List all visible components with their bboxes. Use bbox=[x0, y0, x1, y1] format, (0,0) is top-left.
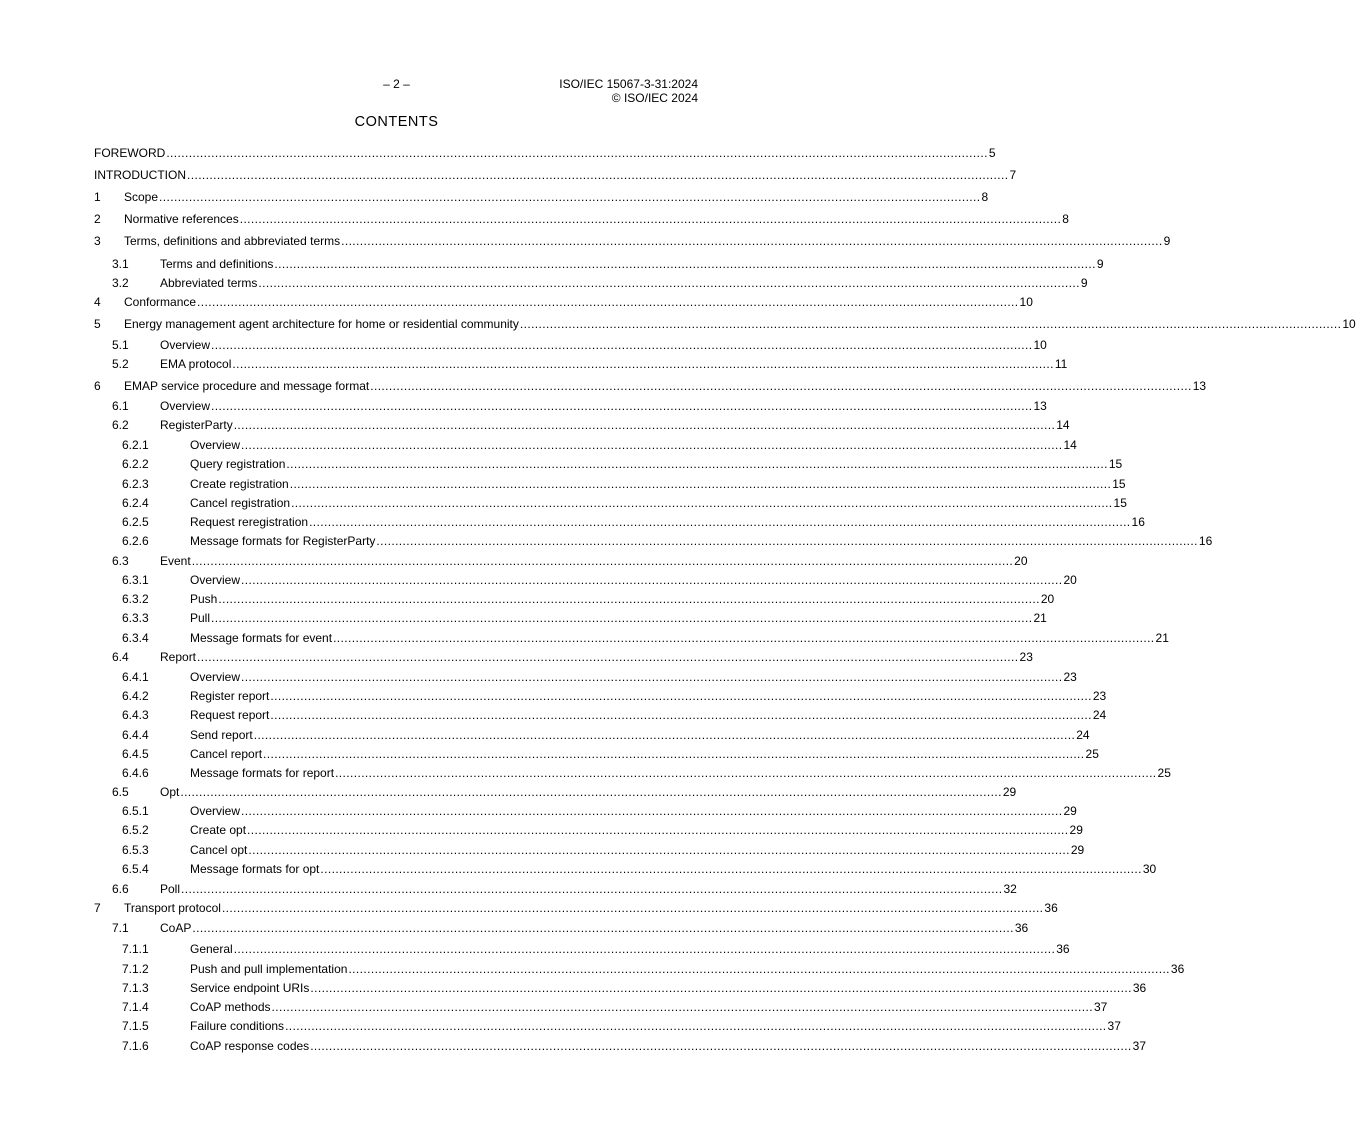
toc-entry-number: 6.4.1 bbox=[122, 670, 149, 684]
toc-entry-number: 6.5.1 bbox=[122, 804, 149, 818]
page-number: – 2 – bbox=[383, 77, 410, 91]
toc-entry-page: 9 bbox=[1080, 276, 1088, 290]
dot-leader: ............................................................................................................................................................................................................................ bbox=[166, 146, 988, 160]
toc-entry-page: 24 bbox=[1076, 728, 1090, 742]
dot-leader: ............................................................................................................................................................................................................................ bbox=[274, 257, 1096, 271]
toc-entry-title: Terms, definitions and abbreviated terms bbox=[124, 234, 341, 248]
dot-leader: ............................................................................................................................................................................................................................ bbox=[192, 921, 1014, 935]
toc-entry-page: 8 bbox=[1062, 212, 1069, 226]
toc-entry-title: Normative references bbox=[124, 212, 239, 226]
toc-entry-title: Overview bbox=[190, 573, 241, 587]
toc-entry-title: Abbreviated terms bbox=[160, 276, 258, 290]
toc-entry[interactable] bbox=[94, 591, 1055, 607]
toc-entry-page: 36 bbox=[1056, 942, 1070, 956]
toc-entry-page: 29 bbox=[1069, 823, 1083, 837]
toc-entry-page: 36 bbox=[1044, 901, 1058, 915]
dot-leader: ............................................................................................................................................................................................................................ bbox=[519, 317, 1342, 331]
contents-heading: CONTENTS bbox=[354, 114, 439, 130]
toc-entry-number: 7.1.6 bbox=[122, 1039, 149, 1053]
toc-entry-title: Service endpoint URIs bbox=[190, 981, 310, 995]
toc-entry[interactable] bbox=[94, 456, 1123, 472]
toc-entry-number: 6.4.2 bbox=[122, 689, 149, 703]
dot-leader: ............................................................................................................................................................................................................................ bbox=[335, 766, 1157, 780]
dot-leader: ............................................................................................................................................................................................................................ bbox=[376, 534, 1198, 548]
toc-entry-page: 25 bbox=[1085, 747, 1099, 761]
dot-leader: ............................................................................................................................................................................................................................ bbox=[211, 611, 1033, 625]
toc-entry-page: 32 bbox=[1003, 882, 1017, 896]
toc-entry-page: 29 bbox=[1002, 785, 1017, 799]
toc-entry-page: 14 bbox=[1056, 418, 1070, 432]
dot-leader: ............................................................................................................................................................................................................................ bbox=[310, 981, 1132, 995]
dot-leader: ............................................................................................................................................................................................................................ bbox=[247, 823, 1069, 837]
toc-entry-title: Push bbox=[190, 592, 218, 606]
toc-entry-number: 6.3.4 bbox=[122, 631, 149, 645]
toc-entry-page: 8 bbox=[981, 190, 989, 204]
dot-leader: ............................................................................................................................................................................................................................ bbox=[211, 338, 1033, 352]
toc-entry-title: Create opt bbox=[190, 823, 247, 837]
toc-entry[interactable] bbox=[94, 256, 1104, 272]
toc-entry[interactable] bbox=[94, 356, 1068, 372]
toc-entry-page: 15 bbox=[1112, 477, 1126, 491]
toc-entry[interactable] bbox=[94, 961, 1185, 977]
toc-entry-page: 24 bbox=[1092, 708, 1107, 722]
toc-entry[interactable] bbox=[94, 688, 1107, 704]
toc-entry-page: 10 bbox=[1033, 338, 1047, 352]
toc-entry[interactable] bbox=[94, 572, 1077, 588]
toc-entry-number: 7.1.1 bbox=[122, 942, 149, 956]
toc-entry-page: 23 bbox=[1063, 670, 1077, 684]
toc-entry-title: Send report bbox=[190, 728, 253, 742]
standard-designation: ISO/IEC 15067-3-31:2024 bbox=[559, 77, 698, 91]
dot-leader: ............................................................................................................................................................................................................................ bbox=[270, 708, 1092, 722]
toc-entry[interactable] bbox=[94, 189, 989, 205]
toc-entry-number: 3 bbox=[94, 234, 101, 248]
toc-entry-number: 5.2 bbox=[112, 357, 129, 371]
toc-entry-number: 6.2 bbox=[112, 418, 129, 432]
toc-entry[interactable] bbox=[94, 167, 1017, 183]
dot-leader: ............................................................................................................................................................................................................................ bbox=[333, 631, 1155, 645]
toc-entry-page: 11 bbox=[1054, 357, 1068, 371]
toc-entry-number: 7.1.3 bbox=[122, 981, 149, 995]
toc-entry-page: 21 bbox=[1033, 611, 1047, 625]
toc-entry-page: 23 bbox=[1019, 650, 1033, 664]
toc-entry[interactable] bbox=[94, 294, 1033, 310]
toc-entry-number: 6.5.2 bbox=[122, 823, 149, 837]
toc-entry-number: 4 bbox=[94, 295, 101, 309]
toc-entry-number: 6.2.5 bbox=[122, 515, 149, 529]
toc-entry-page: 5 bbox=[988, 146, 996, 160]
toc-entry[interactable] bbox=[94, 727, 1090, 743]
dot-leader: ............................................................................................................................................................................................................................ bbox=[159, 190, 981, 204]
toc-entry[interactable] bbox=[94, 861, 1157, 877]
toc-entry-title: Pull bbox=[190, 611, 211, 625]
toc-entry-title: Create registration bbox=[190, 477, 289, 491]
toc-entry-title: Message formats for event bbox=[190, 631, 333, 645]
toc-entry-number: 6.3.1 bbox=[122, 573, 149, 587]
toc-entry[interactable] bbox=[94, 610, 1047, 626]
toc-entry-title: Cancel opt bbox=[190, 843, 248, 857]
toc-entry-title: Query registration bbox=[190, 457, 286, 471]
toc-entry[interactable] bbox=[94, 495, 1127, 511]
toc-entry-number: 7 bbox=[94, 901, 101, 915]
toc-entry-page: 16 bbox=[1131, 515, 1145, 529]
toc-entry-page: 36 bbox=[1170, 962, 1185, 976]
toc-entry-number: 6.3.2 bbox=[122, 592, 149, 606]
toc-entry[interactable] bbox=[94, 649, 1033, 665]
toc-entry-title: Request reregistration bbox=[190, 515, 309, 529]
dot-leader: ............................................................................................................................................................................................................................ bbox=[271, 1000, 1093, 1014]
dot-leader: ............................................................................................................................................................................................................................ bbox=[263, 747, 1085, 761]
dot-leader: ............................................................................................................................................................................................................................ bbox=[232, 357, 1054, 371]
dot-leader: ............................................................................................................................................................................................................................ bbox=[309, 515, 1131, 529]
toc-entry-number: 6.2.4 bbox=[122, 496, 149, 510]
toc-entry-page: 20 bbox=[1063, 573, 1077, 587]
toc-entry-number: 6.3 bbox=[112, 554, 129, 568]
dot-leader: ............................................................................................................................................................................................................................ bbox=[187, 168, 1009, 182]
toc-entry[interactable] bbox=[94, 533, 1213, 549]
dot-leader: ............................................................................................................................................................................................................................ bbox=[241, 804, 1063, 818]
toc-entry[interactable] bbox=[94, 1018, 1121, 1034]
toc-entry-number: 3.2 bbox=[112, 276, 129, 290]
toc-entry-page: 37 bbox=[1107, 1019, 1121, 1033]
toc-entry-title: CoAP bbox=[160, 921, 192, 935]
toc-entry[interactable] bbox=[94, 803, 1077, 819]
dot-leader: ............................................................................................................................................................................................................................ bbox=[241, 670, 1063, 684]
toc-entry-page: 25 bbox=[1157, 766, 1171, 780]
toc-entry-number: 6.4.5 bbox=[122, 747, 149, 761]
toc-entry-page: 13 bbox=[1033, 399, 1047, 413]
toc-entry-page: 20 bbox=[1014, 554, 1028, 568]
toc-entry-number: 5.1 bbox=[112, 338, 129, 352]
dot-leader: ............................................................................................................................................................................................................................ bbox=[233, 942, 1056, 956]
toc-entry-number: 6.6 bbox=[112, 882, 129, 896]
toc-entry-title: Request report bbox=[190, 708, 270, 722]
toc-entry-number: 6.5 bbox=[112, 785, 129, 799]
toc-entry-number: 6.4 bbox=[112, 650, 129, 664]
toc-entry-page: 37 bbox=[1132, 1039, 1147, 1053]
dot-leader: ............................................................................................................................................................................................................................ bbox=[191, 554, 1014, 568]
dot-leader: ............................................................................................................................................................................................................................ bbox=[285, 1019, 1107, 1033]
toc-entry-number: 7.1 bbox=[112, 921, 129, 935]
toc-entry-title: Message formats for RegisterParty bbox=[190, 534, 376, 548]
toc-entry-title: EMA protocol bbox=[160, 357, 232, 371]
toc-entry-title: Energy management agent architecture for home or residential community bbox=[124, 317, 519, 331]
dot-leader: ............................................................................................................................................................................................................................ bbox=[181, 882, 1003, 896]
toc-entry-title: Overview bbox=[190, 804, 241, 818]
dot-leader: ............................................................................................................................................................................................................................ bbox=[211, 399, 1033, 413]
toc-entry[interactable] bbox=[94, 765, 1171, 781]
toc-entry-page: 29 bbox=[1070, 843, 1085, 857]
toc-entry[interactable] bbox=[94, 211, 1069, 227]
toc-entry-number: 6.2.1 bbox=[122, 438, 149, 452]
toc-entry-number: 6.5.3 bbox=[122, 843, 149, 857]
toc-entry-title: Opt bbox=[160, 785, 180, 799]
toc-entry-title: Report bbox=[160, 650, 197, 664]
dot-leader: ............................................................................................................................................................................................................................ bbox=[320, 862, 1142, 876]
toc-entry-title: INTRODUCTION bbox=[94, 168, 186, 182]
toc-entry-title: CoAP methods bbox=[190, 1000, 271, 1014]
toc-entry-number: 6.4.4 bbox=[122, 728, 149, 742]
toc-entry-page: 16 bbox=[1198, 534, 1213, 548]
dot-leader: ............................................................................................................................................................................................................................ bbox=[241, 573, 1063, 587]
toc-entry-number: 7.1.5 bbox=[122, 1019, 149, 1033]
toc-entry-title: Conformance bbox=[124, 295, 197, 309]
toc-entry[interactable] bbox=[94, 630, 1169, 646]
toc-entry[interactable] bbox=[94, 378, 1207, 394]
toc-entry[interactable] bbox=[94, 275, 1088, 291]
toc-entry-title: Failure conditions bbox=[190, 1019, 285, 1033]
dot-leader: ............................................................................................................................................................................................................................ bbox=[221, 901, 1044, 915]
dot-leader: ............................................................................................................................................................................................................................ bbox=[310, 1039, 1132, 1053]
toc-entry-number: 6.2.2 bbox=[122, 457, 149, 471]
toc-entry-number: 6.3.3 bbox=[122, 611, 149, 625]
toc-entry-number: 7.1.4 bbox=[122, 1000, 149, 1014]
toc-entry-number: 5 bbox=[94, 317, 101, 331]
toc-entry[interactable] bbox=[94, 417, 1070, 433]
toc-entry[interactable] bbox=[94, 999, 1108, 1015]
toc-entry-page: 13 bbox=[1192, 379, 1207, 393]
toc-entry[interactable] bbox=[94, 398, 1047, 414]
dot-leader: ............................................................................................................................................................................................................................ bbox=[291, 496, 1113, 510]
toc-entry[interactable] bbox=[94, 746, 1099, 762]
dot-leader: ............................................................................................................................................................................................................................ bbox=[270, 689, 1092, 703]
toc-entry-title: RegisterParty bbox=[160, 418, 233, 432]
dot-leader: ............................................................................................................................................................................................................................ bbox=[197, 295, 1019, 309]
toc-entry[interactable] bbox=[94, 822, 1083, 838]
toc-entry[interactable] bbox=[94, 881, 1017, 897]
toc-entry[interactable] bbox=[94, 553, 1028, 569]
toc-entry-title: Cancel registration bbox=[190, 496, 291, 510]
toc-entry[interactable] bbox=[94, 437, 1077, 453]
toc-entry-page: 23 bbox=[1092, 689, 1107, 703]
toc-entry[interactable] bbox=[94, 1038, 1147, 1054]
toc-entry[interactable] bbox=[94, 476, 1126, 492]
toc-entry-page: 9 bbox=[1163, 234, 1171, 248]
toc-entry-page: 36 bbox=[1014, 921, 1029, 935]
dot-leader: ............................................................................................................................................................................................................................ bbox=[253, 728, 1076, 742]
dot-leader: ............................................................................................................................................................................................................................ bbox=[241, 438, 1063, 452]
toc-entry[interactable] bbox=[94, 784, 1017, 800]
toc-entry-number: 6.2.6 bbox=[122, 534, 149, 548]
toc-entry[interactable] bbox=[94, 900, 1058, 916]
toc-entry-title: General bbox=[190, 942, 233, 956]
toc-entry-title: Overview bbox=[190, 670, 241, 684]
toc-entry-title: EMAP service procedure and message format bbox=[124, 379, 370, 393]
toc-entry[interactable] bbox=[94, 941, 1070, 957]
toc-entry[interactable] bbox=[94, 669, 1077, 685]
toc-entry-page: 37 bbox=[1093, 1000, 1108, 1014]
toc-entry-number: 3.1 bbox=[112, 257, 129, 271]
dot-leader: ............................................................................................................................................................................................................................ bbox=[197, 650, 1019, 664]
toc-entry-number: 6.1 bbox=[112, 399, 129, 413]
toc-entry-number: 6 bbox=[94, 379, 101, 393]
dot-leader: ............................................................................................................................................................................................................................ bbox=[218, 592, 1040, 606]
toc-entry-page: 14 bbox=[1063, 438, 1077, 452]
dot-leader: ............................................................................................................................................................................................................................ bbox=[370, 379, 1192, 393]
toc-entry-number: 2 bbox=[94, 212, 101, 226]
toc-entry-page: 20 bbox=[1040, 592, 1055, 606]
dot-leader: ............................................................................................................................................................................................................................ bbox=[239, 212, 1062, 226]
toc-entry[interactable] bbox=[94, 316, 1356, 332]
dot-leader: ............................................................................................................................................................................................................................ bbox=[289, 477, 1112, 491]
dot-leader: ............................................................................................................................................................................................................................ bbox=[180, 785, 1002, 799]
toc-entry-number: 1 bbox=[94, 190, 101, 204]
toc-entry-title: Overview bbox=[160, 399, 211, 413]
toc-entry-page: 30 bbox=[1142, 862, 1157, 876]
toc-entry-title: Overview bbox=[160, 338, 211, 352]
toc-entry-title: Scope bbox=[124, 190, 159, 204]
toc-entry-title: FOREWORD bbox=[94, 146, 166, 160]
toc-entry-title: Overview bbox=[190, 438, 241, 452]
toc-entry-number: 6.5.4 bbox=[122, 862, 149, 876]
toc-entry-page: 9 bbox=[1096, 257, 1104, 271]
toc-entry[interactable] bbox=[94, 842, 1085, 858]
toc-entry[interactable] bbox=[94, 145, 996, 161]
toc-entry-title: Cancel report bbox=[190, 747, 263, 761]
dot-leader: ............................................................................................................................................................................................................................ bbox=[341, 234, 1163, 248]
toc-entry[interactable] bbox=[94, 707, 1107, 723]
toc-entry-page: 21 bbox=[1155, 631, 1169, 645]
toc-entry-page: 7 bbox=[1009, 168, 1017, 182]
toc-entry-number: 6.2.3 bbox=[122, 477, 149, 491]
toc-entry[interactable] bbox=[94, 337, 1047, 353]
toc-entry-page: 10 bbox=[1019, 295, 1033, 309]
toc-entry-title: Push and pull implementation bbox=[190, 962, 348, 976]
toc-entry-page: 29 bbox=[1063, 804, 1077, 818]
copyright-notice: © ISO/IEC 2024 bbox=[611, 91, 698, 105]
toc-entry[interactable] bbox=[94, 514, 1145, 530]
dot-leader: ............................................................................................................................................................................................................................ bbox=[233, 418, 1056, 432]
toc-entry-title: Event bbox=[160, 554, 191, 568]
toc-entry-title: Terms and definitions bbox=[160, 257, 274, 271]
toc-entry-page: 36 bbox=[1132, 981, 1147, 995]
toc-entry-title: Message formats for report bbox=[190, 766, 335, 780]
toc-entry[interactable] bbox=[94, 920, 1029, 936]
toc-entry-number: 7.1.2 bbox=[122, 962, 149, 976]
toc-entry-title: Poll bbox=[160, 882, 181, 896]
toc-entry-title: Transport protocol bbox=[124, 901, 221, 915]
dot-leader: ............................................................................................................................................................................................................................ bbox=[348, 962, 1170, 976]
toc-entry[interactable] bbox=[94, 980, 1147, 996]
dot-leader: ............................................................................................................................................................................................................................ bbox=[286, 457, 1108, 471]
toc-entry[interactable] bbox=[94, 233, 1171, 249]
toc-entry-page: 15 bbox=[1108, 457, 1123, 471]
dot-leader: ............................................................................................................................................................................................................................ bbox=[248, 843, 1070, 857]
toc-entry-title: Register report bbox=[190, 689, 270, 703]
toc-entry-page: 15 bbox=[1113, 496, 1127, 510]
table-of-contents bbox=[94, 0, 1356, 1122]
toc-entry-number: 6.4.6 bbox=[122, 766, 149, 780]
toc-entry-title: CoAP response codes bbox=[190, 1039, 310, 1053]
toc-entry-title: Message formats for opt bbox=[190, 862, 320, 876]
toc-entry-number: 6.4.3 bbox=[122, 708, 149, 722]
toc-entry-page: 10 bbox=[1342, 317, 1356, 331]
dot-leader: ............................................................................................................................................................................................................................ bbox=[258, 276, 1080, 290]
